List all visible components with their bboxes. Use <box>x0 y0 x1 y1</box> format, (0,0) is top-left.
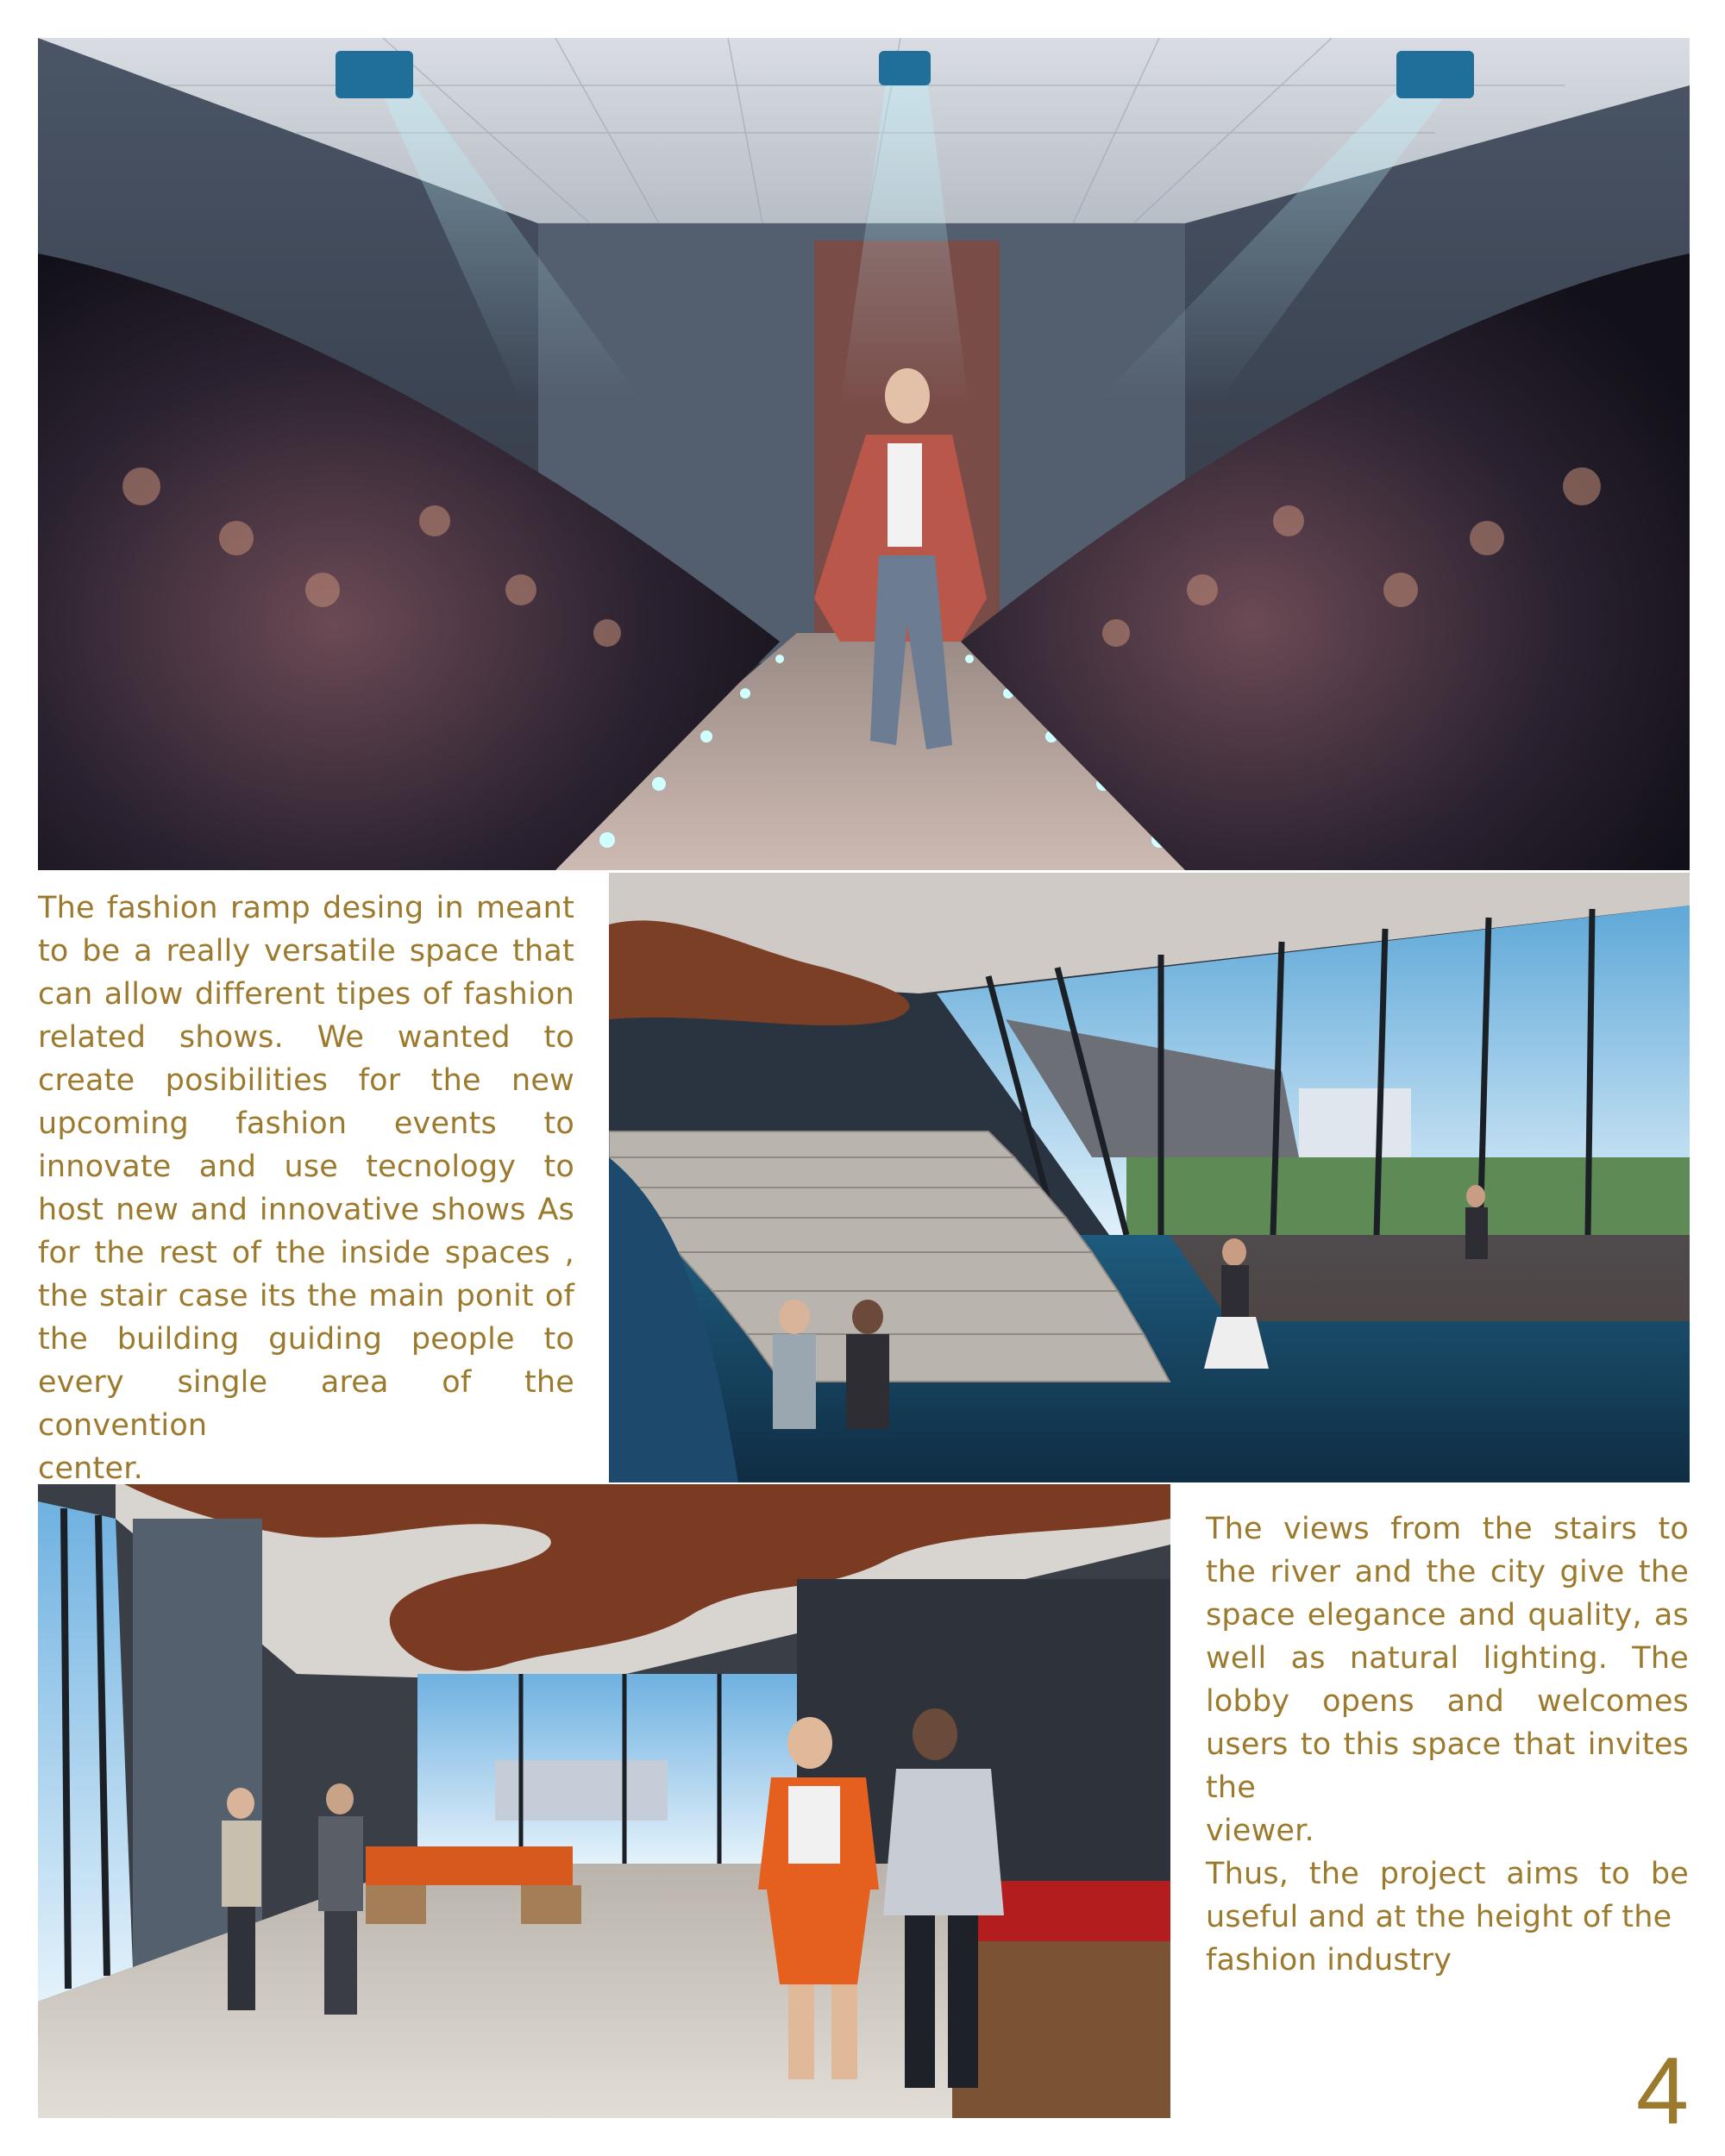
left-description-last-line: center. <box>38 1451 143 1486</box>
lobby-illustration <box>38 1484 1170 2118</box>
right-paragraph-2-last-line: fashion industry <box>1206 1943 1452 1977</box>
lobby-render-image <box>38 1484 1170 2118</box>
right-paragraph-1-body: The views from the stairs to the river and the city give the space elegance and quality, as well as natural lighting. The lobby opens and welcomes users to this space that invites the <box>1206 1512 1689 1805</box>
right-paragraph-2-body: Thus, the project aims to be useful and at the height of the <box>1206 1857 1689 1934</box>
right-description-paragraph-2 <box>1206 1852 1689 1982</box>
right-description-paragraph-1 <box>1206 1507 1689 1852</box>
left-description-text <box>38 887 574 1490</box>
runway-render-image <box>38 38 1690 870</box>
stairs-render-image <box>609 873 1690 1482</box>
right-paragraph-1-last-line: viewer. <box>1206 1814 1314 1848</box>
runway-illustration <box>38 38 1690 870</box>
left-description-body: The fashion ramp desing in meant to be a really versatile space that can allow different tipes of fashion related shows. We wanted to create posibilities for the new upcoming fashion events to innovate and use tecnology to host new and innovative shows As for the rest of the inside spaces , the stair case its the main ponit of the building guiding people to every single area of the convention <box>38 891 574 1443</box>
page-number: 4 <box>1635 2038 1689 2144</box>
stairs-illustration <box>609 873 1690 1482</box>
